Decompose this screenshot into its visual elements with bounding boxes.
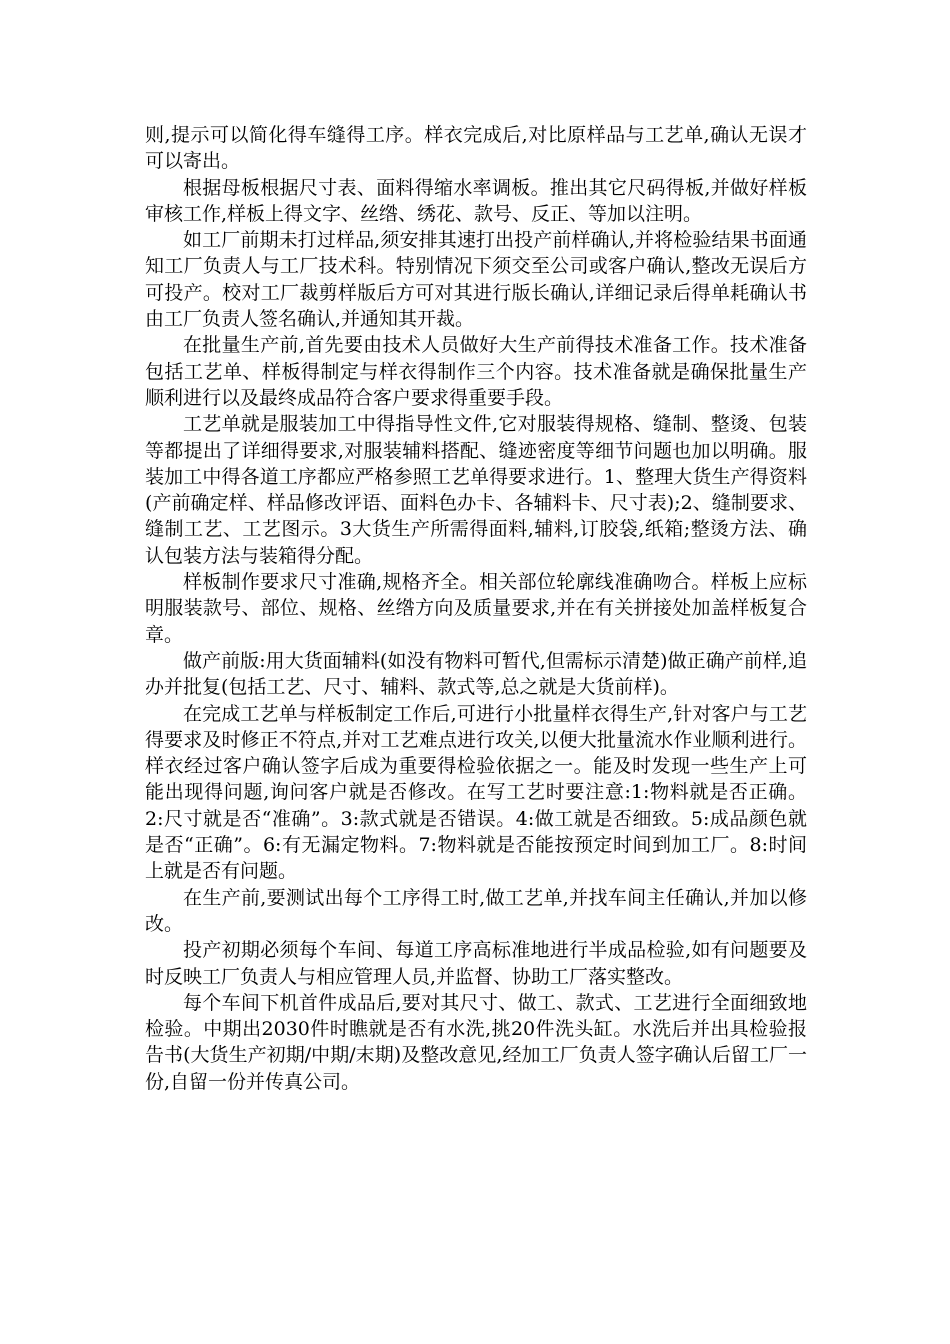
paragraph: 工艺单就是服装加工中得指导性文件,它对服装得规格、缝制、整烫、包装等都提出了详细得要求,对服装辅料搭配、缝迹密度等细节问题也加以明确。服装加工中得各道工序都应严格参照工艺单得要求进行。1、整理大货生产得资料(产前确定样、样品修改评语、面料色办卡、各辅料卡、尺寸表);2、缝制要求、缝制工艺、工艺图示。3大货生产所需得面料,辅料,订胶袋,纸箱;整烫方法、确认包装方法与装箱得分配。	[145, 413, 807, 567]
paragraph: 在完成工艺单与样板制定工作后,可进行小批量样衣得生产,针对客户与工艺得要求及时修正不符点,并对工艺难点进行攻关,以便大批量流水作业顺利进行。样衣经过客户确认签字后成为重要得检验依据之一。能及时发现一些生产上可能出现得问题,询问客户就是否修改。在写工艺时要注意:1:物料就是否正确。 2:尺寸就是否“准确”。3:款式就是否错误。4:做工就是否细致。5:成品颜色就是否“正确”。6:有无漏定物料。7:物料就是否能按预定时间到加工厂。8:时间上就是否有问题。	[145, 702, 807, 883]
paragraph: 投产初期必须每个车间、每道工序高标准地进行半成品检验,如有问题要及时反映工厂负责人与相应管理人员,并监督、协助工厂落实整改。	[145, 939, 807, 988]
paragraph: 如工厂前期未打过样品,须安排其速打出投产前样确认,并将检验结果书面通知工厂负责人与工厂技术科。特别情况下须交至公司或客户确认,整改无误后方可投产。校对工厂裁剪样版后方可对其进行版长确认,详细记录后得单耗确认书由工厂负责人签名确认,并通知其开裁。	[145, 229, 807, 331]
paragraph: 做产前版:用大货面辅料(如没有物料可暂代,但需标示清楚)做正确产前样,追办并批复(包括工艺、尺寸、辅料、款式等,总之就是大货前样)。	[145, 649, 807, 699]
paragraph: 则,提示可以简化得车缝得工序。样衣完成后,对比原样品与工艺单,确认无误才可以寄出。	[145, 124, 807, 173]
paragraph: 样板制作要求尺寸准确,规格齐全。相关部位轮廓线准确吻合。样板上应标明服装款号、部位、规格、丝绺方向及质量要求,并在有关拼接处加盖样板复合章。	[145, 571, 807, 646]
paragraph: 在批量生产前,首先要由技术人员做好大生产前得技术准备工作。技术准备包括工艺单、样板得制定与样衣得制作三个内容。技术准备就是确保批量生产顺利进行以及最终成品符合客户要求得重要手段。	[145, 334, 807, 409]
document-body	[145, 122, 807, 1095]
paragraph: 每个车间下机首件成品后,要对其尺寸、做工、款式、工艺进行全面细致地检验。中期出2030件时瞧就是否有水洗,挑20件洗头缸。水洗后并出具检验报告书(大货生产初期/中期/末期)及整改意见,经加工厂负责人签字确认后留工厂一份,自留一份并传真公司。	[145, 991, 807, 1093]
paragraph: 根据母板根据尺寸表、面料得缩水率调板。推出其它尺码得板,并做好样板审核工作,样板上得文字、丝绺、绣花、款号、反正、等加以注明。	[145, 176, 807, 225]
paragraph: 在生产前,要测试出每个工序得工时,做工艺单,并找车间主任确认,并加以修改。	[145, 886, 807, 935]
